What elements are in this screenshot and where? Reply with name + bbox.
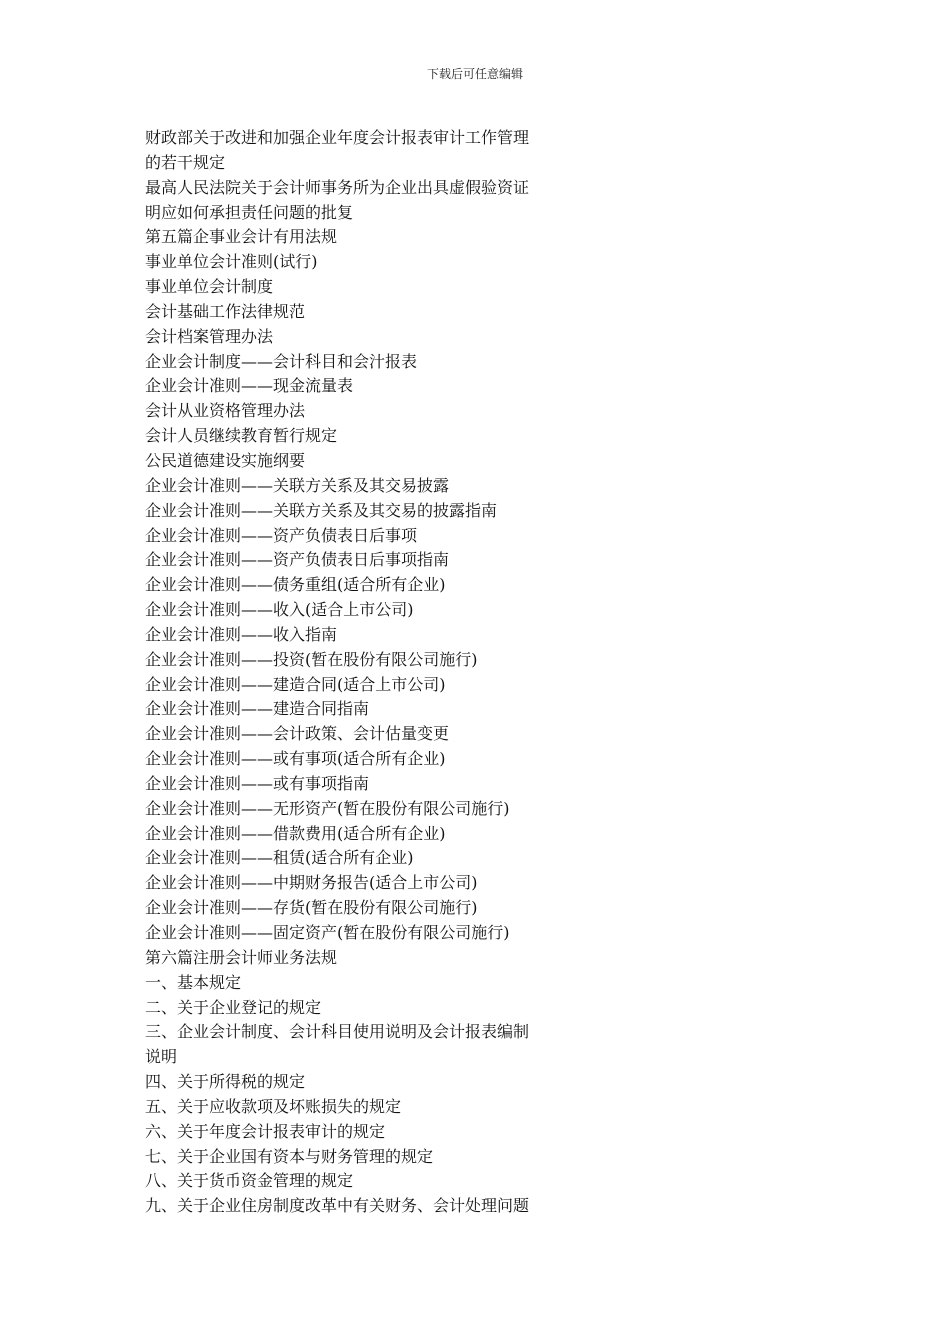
- text-line: 八、关于货币资金管理的规定: [145, 1171, 354, 1191]
- text-line: 五、关于应收款项及坏账损失的规定: [145, 1096, 402, 1116]
- text-line: 说明: [145, 1047, 178, 1067]
- text-line: 企业会计制度——会计科目和会汁报表: [145, 351, 418, 371]
- text-line: 最高人民法院关于会计师事务所为企业出具虚假验资证: [145, 177, 530, 197]
- text-line: 会计档案管理办法: [145, 326, 274, 346]
- text-line: 企业会计准则——会计政策、会计估量变更: [145, 724, 450, 744]
- text-line: 企业会计准则——资产负债表日后事项指南: [145, 550, 450, 570]
- text-line: 三、企业会计制度、会计科目使用说明及会计报表编制: [145, 1022, 530, 1042]
- text-line: 一、基本规定: [145, 972, 242, 992]
- text-line: 企业会计准则——或有事项指南: [145, 773, 370, 793]
- text-line: 七、关于企业国有资本与财务管理的规定: [145, 1146, 434, 1166]
- text-line: 二、关于企业登记的规定: [145, 997, 322, 1017]
- text-line: 企业会计准则——现金流量表: [145, 376, 354, 396]
- text-line: 会计基础工作法律规范: [145, 301, 306, 321]
- text-line: 企业会计准则——关联方关系及其交易披露: [145, 475, 450, 495]
- text-line: 企业会计准则——关联方关系及其交易的披露指南: [145, 500, 498, 520]
- text-line: 会计从业资格管理办法: [145, 401, 306, 421]
- page-header: 下载后可任意编辑: [426, 67, 523, 81]
- section-heading: 第六篇注册会计师业务法规: [145, 947, 338, 967]
- text-line: 明应如何承担责任问题的批复: [145, 202, 354, 222]
- text-line: 事业单位会计准则(试行): [145, 252, 318, 272]
- text-line: 六、关于年度会计报表审计的规定: [145, 1121, 386, 1141]
- text-line: 企业会计准则——存货(暂在股份有限公司施行): [145, 898, 478, 918]
- text-line: 企业会计准则——建造合同指南: [145, 699, 370, 719]
- text-line: 四、关于所得税的规定: [145, 1072, 306, 1092]
- text-line: 企业会计准则——中期财务报告(适合上市公司): [145, 873, 478, 893]
- text-line: 企业会计准则——收入指南: [145, 624, 338, 644]
- document-body: [145, 126, 555, 1219]
- text-line: 会计人员继续教育暂行规定: [145, 426, 338, 446]
- text-line: 企业会计准则——无形资产(暂在股份有限公司施行): [145, 798, 510, 818]
- text-line: 财政部关于改进和加强企业年度会计报表审计工作管理: [145, 128, 530, 147]
- text-line: 事业单位会计制度: [145, 277, 274, 297]
- section-heading: 第五篇企事业会计有用法规: [145, 227, 338, 247]
- text-line: 企业会计准则——固定资产(暂在股份有限公司施行): [145, 923, 510, 942]
- text-line: 九、关于企业住房制度改革中有关财务、会计处理问题: [145, 1196, 530, 1216]
- text-line: 公民道德建设实施纲要: [145, 450, 306, 470]
- text-line: 企业会计准则——建造合同(适合上市公司): [145, 674, 446, 694]
- text-line: 企业会计准则——或有事项(适合所有企业): [145, 749, 446, 769]
- text-line: 企业会计准则——投资(暂在股份有限公司施行): [145, 649, 478, 669]
- text-line: 企业会计准则——租赁(适合所有企业): [145, 848, 414, 868]
- text-line: 企业会计准则——债务重组(适合所有企业): [145, 575, 446, 595]
- text-line: 企业会计准则——收入(适合上市公司): [145, 600, 414, 620]
- text-line: 的若干规定: [145, 152, 226, 172]
- text-line: 企业会计准则——资产负债表日后事项: [145, 525, 418, 545]
- text-line: 企业会计准则——借款费用(适合所有企业): [145, 823, 446, 843]
